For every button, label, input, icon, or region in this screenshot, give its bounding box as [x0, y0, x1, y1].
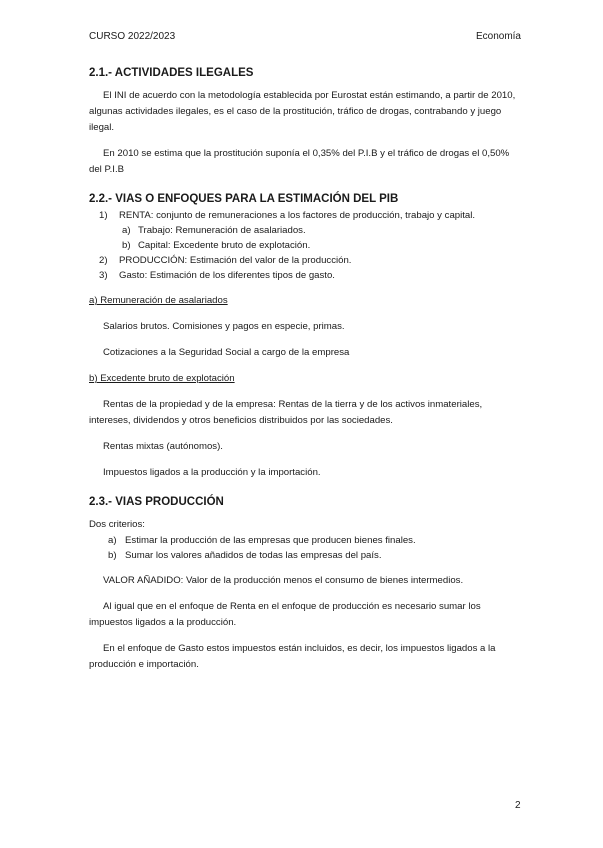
paragraph: Salarios brutos. Comisiones y pagos en especie, primas. [103, 321, 345, 332]
list-text: RENTA: conjunto de remuneraciones a los factores de producción, trabajo y capital. [119, 210, 476, 221]
approach-list [89, 208, 523, 283]
list-text: Gasto: Estimación de los diferentes tipos de gasto. [119, 270, 335, 281]
list-number: a) [122, 225, 131, 236]
criteria-list [89, 533, 523, 563]
subsection-title: b) Excedente bruto de explotación [89, 373, 235, 384]
list-text: Capital: Excedente bruto de explotación. [138, 240, 311, 251]
page-content [89, 64, 523, 673]
list-item [89, 208, 523, 223]
section-title-2-3: 2.3.- VIAS PRODUCCIÓN [89, 496, 224, 508]
list-text: Trabajo: Remuneración de asalariados. [138, 225, 306, 236]
list-number: a) [108, 535, 117, 546]
list-number: b) [122, 240, 131, 251]
section-title-2-2: 2.2.- VIAS O ENFOQUES PARA LA ESTIMACIÓN DEL PIB [89, 193, 399, 205]
list-number: b) [108, 550, 117, 561]
paragraph: En 2010 se estima que la prostitución suponía el 0,35% del P.I.B y el tráfico de drogas el 0,50% del P.I.B [89, 148, 510, 175]
list-text: Sumar los valores añadidos de todas las empresas del país. [125, 550, 382, 561]
list-number: 2) [99, 255, 108, 266]
list-item [89, 533, 523, 548]
course-label: CURSO 2022/2023 [89, 31, 176, 42]
list-number: 1) [99, 210, 108, 221]
list-text: PRODUCCIÓN: Estimación del valor de la producción. [119, 255, 352, 266]
list-number: 3) [99, 270, 108, 281]
section-title-2-1: 2.1.- ACTIVIDADES ILEGALES [89, 67, 254, 79]
list-subitem [89, 223, 523, 238]
page-header [89, 31, 521, 42]
list-item [89, 268, 523, 283]
paragraph: Al igual que en el enfoque de Renta en el enfoque de producción es necesario sumar los impuestos ligados a la producción. [89, 601, 481, 628]
list-item [89, 548, 523, 563]
subject-label: Economía [475, 31, 521, 42]
list-subitem [89, 238, 523, 253]
list-item [89, 253, 523, 268]
subsection-title: a) Remuneración de asalariados [89, 295, 228, 306]
page-number: 2 [515, 800, 521, 811]
paragraph: El INI de acuerdo con la metodología establecida por Eurostat están estimando, a partir de 2010, algunas actividades ilegales, es el caso de la prostitución, tráfico de drogas, contrabando y juego ilegal. [89, 90, 516, 133]
list-text: Estimar la producción de las empresas que producen bienes finales. [125, 535, 416, 546]
paragraph: Dos criterios: [89, 519, 145, 530]
paragraph: Cotizaciones a la Seguridad Social a cargo de la empresa [103, 347, 350, 358]
paragraph: Rentas mixtas (autónomos). [103, 441, 223, 452]
paragraph: Rentas de la propiedad y de la empresa: Rentas de la tierra y de los activos inmateriales, intereses, dividendos y otros beneficios distribuidos por las sociedades. [89, 399, 483, 426]
paragraph: Impuestos ligados a la producción y la importación. [103, 467, 321, 478]
paragraph: En el enfoque de Gasto estos impuestos están incluidos, es decir, los impuestos ligados a la producción e importación. [89, 643, 496, 670]
paragraph: VALOR AÑADIDO: Valor de la producción menos el consumo de bienes intermedios. [103, 575, 464, 586]
